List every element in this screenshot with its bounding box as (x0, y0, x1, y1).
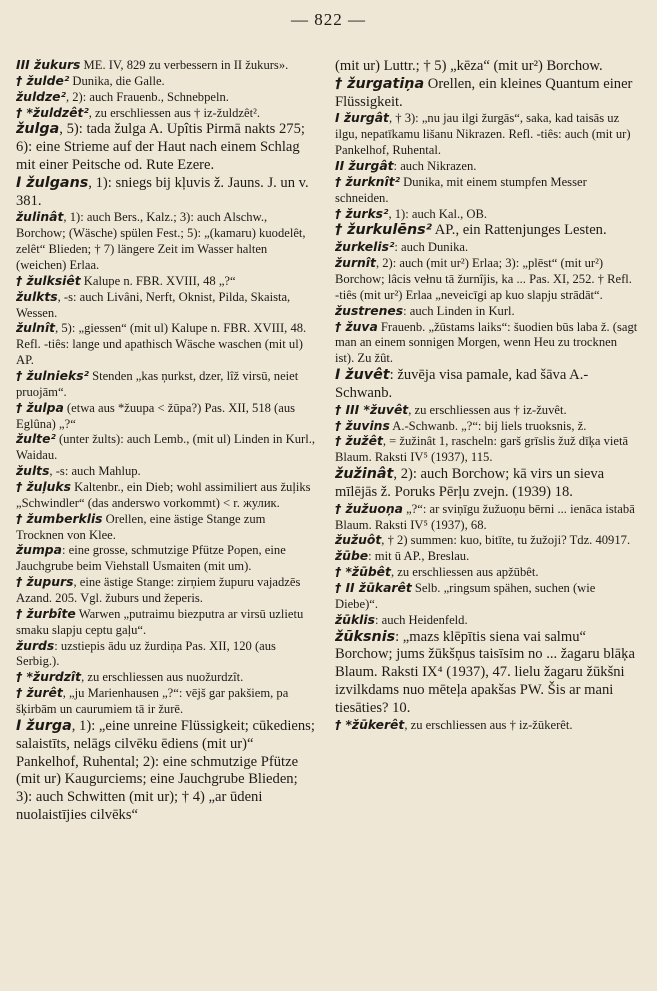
dictionary-entry (16, 58, 316, 74)
entry-definition: , = žužinât 1, rascheln: garš grīslis žuž dīķa vietā Blaum. Raksti IV⁵ (1937), 115. (335, 434, 629, 465)
entry-headword: III žukurs (16, 58, 81, 72)
dictionary-entry (335, 240, 639, 256)
dictionary-entry (335, 718, 639, 734)
entry-definition: , eine ästige Stange: zirņiem župuru vajadzēs Azand. 205. Vgl. žuburs und žeperis. (16, 575, 301, 606)
entry-headword: † III *žuvêt (335, 402, 409, 417)
entry-headword: † žužuoņa (335, 501, 403, 516)
entry-definition: , zu erschliessen aus nuožurdzît. (81, 670, 244, 685)
dictionary-entry (16, 274, 316, 290)
entry-definition: , 1): „eine unreine Flüssigkeit; cūkediens; salaistīts, nelāgs cilvēku ēdiens (mit ur)“ Pankelhof, Ruhental; 2): eine schmutzige Pfütze (mit ur) Kaugurciems; eine Jauchgrube Blieden; 3): auch Schwitten (mit ur); † 4) „ar ūdeni nuolaistījies cilvēks“ (16, 717, 315, 823)
entry-headword: † žulde² (16, 73, 70, 88)
entry-definition: (unter žults): auch Lemb., (mit ul) Linden in Kurl., Waidau. (16, 432, 315, 463)
entry-definition: : žuvēja visa pamale, kad šāva A.-Schwanb. (335, 367, 589, 401)
dictionary-entry (16, 369, 316, 401)
entry-headword: † žurks² (335, 206, 389, 221)
entry-definition: , 2): auch (mit ur²) Erlaa; 3): „plēst“ (mit ur²) Borchow; lâcis vełnu tā žurnîjis, ka ... Pas. XI, 252. † Refl. -tiês (mit ur²) Erlaa „neveicīgi ap kuo slapju strādāt“. (335, 256, 632, 302)
dictionary-entry (335, 256, 639, 304)
dictionary-entry (335, 502, 639, 534)
entry-headword: I žurgât (335, 111, 389, 126)
entry-definition: : auch Linden in Kurl. (403, 303, 515, 318)
entry-headword: žūbe (335, 549, 369, 564)
entry-headword: † žuļuks (16, 480, 71, 495)
dictionary-entry (335, 207, 639, 223)
dictionary-entry (335, 367, 639, 403)
entry-headword: † žulpa (16, 400, 64, 415)
entry-definition: : uzstiepis ādu uz žurdiņa Pas. XII, 120 (aus Serbig.). (16, 638, 276, 669)
entry-headword: † žumberklis (16, 511, 103, 526)
dictionary-entry (16, 121, 316, 174)
entry-definition: Kaltenbr., ein Dieb; wohl assimiliert aus žuļiks „Schwindler“ (das anderswo vorkommt) < r. жулик. (16, 480, 311, 510)
entry-headword: † *žūbêt (335, 565, 391, 580)
entry-headword: žužinât (335, 466, 394, 483)
entry-headword: žuldze² (16, 89, 66, 104)
entry-headword: I žuvêt (335, 367, 390, 384)
entry-definition: , -s: auch Mahlup. (49, 464, 141, 479)
entry-definition: : auch Heidenfeld. (374, 612, 468, 627)
entry-definition: , † 3): „nu jau ilgi žurgās“, saka, kad taisās uz ilgu, nepatīkamu lišanu Nikrazen. Refl. -tiês: auch (mit ur) Pankelhof, Ruhental. (335, 111, 631, 158)
dictionary-entry (16, 464, 316, 480)
entry-headword: žurnît (335, 256, 376, 271)
dictionary-entry (16, 74, 316, 90)
entry-definition: , 2): auch Borchow; kā virs un sieva mīlējās ž. Poruks Pērļu zvejn. (1939) 18. (335, 466, 605, 500)
entry-headword: I žulgans (16, 174, 89, 191)
entry-headword: žulnît (16, 321, 56, 336)
entry-definition: Dunika, die Galle. (69, 73, 165, 88)
entry-definition: , † 2) summen: kuo, bitīte, tu žužoji? Tdz. 40917. (381, 533, 631, 548)
dictionary-entry (335, 581, 639, 613)
entry-headword: žulte² (16, 432, 56, 447)
dictionary-entry (16, 686, 316, 718)
entry-headword: † žulksiêt (16, 273, 81, 288)
dictionary-entry (335, 58, 639, 76)
dictionary-entry (16, 543, 316, 575)
entry-headword: † žuvins (335, 418, 390, 433)
dictionary-entry (335, 222, 639, 240)
entry-headword: II žurgât (335, 158, 394, 173)
entry-definition: : auch Nikrazen. (393, 158, 477, 173)
entry-headword: † žužêt (335, 434, 383, 449)
entry-definition: , 2): auch Frauenb., Schnebpeln. (65, 89, 229, 104)
entry-headword: † žurknît² (335, 174, 400, 189)
dictionary-entry (335, 565, 639, 581)
entry-definition: AP., ein Rattenjunges Lesten. (431, 222, 607, 239)
dictionary-entry (16, 432, 316, 464)
dictionary-entry (16, 401, 316, 433)
dictionary-entry (16, 575, 316, 607)
dictionary-entry (335, 419, 639, 435)
entry-definition: , zu erschliessen aus † iz-žuldzêt². (88, 105, 261, 120)
entry-definition: , 1): auch Kal., OB. (388, 206, 488, 221)
dictionary-entry (335, 76, 639, 112)
entry-definition: Frauenb. „žūstams laiks“: šuodien būs laba ž. (sagt man an einem sonnigen Morgen, wenn Heu zu trocknen ist). Zu žût. (335, 319, 638, 366)
dictionary-entry (16, 639, 316, 671)
entry-definition: : mit ū AP., Breslau. (368, 549, 470, 564)
entry-headword: žults (16, 464, 50, 479)
entry-headword: † žurêt (16, 686, 63, 701)
entry-definition: ME. IV, 829 zu verbessern in II žukurs». (80, 58, 289, 72)
dictionary-entry (16, 290, 316, 322)
dictionary-entry (335, 629, 639, 718)
entry-headword: I žurga (16, 717, 72, 734)
entry-definition: (etwa aus *žuupa < žūpa?) Pas. XII, 518 (aus Eglûna) „?“ (16, 400, 296, 431)
entry-headword: žustrenes (335, 303, 404, 318)
dictionary-entry (16, 175, 316, 211)
entry-headword: žulkts (16, 289, 58, 304)
dictionary-entry (16, 670, 316, 686)
dictionary-entry (335, 159, 639, 175)
entry-headword: † žurbîte (16, 606, 76, 621)
dictionary-entry (335, 304, 639, 320)
dictionary-entry (335, 320, 639, 368)
entry-headword: žurkelis² (335, 240, 395, 255)
dictionary-entry (335, 549, 639, 565)
entry-definition: , 1): sniegs bij kļuvis ž. Jauns. J. un v. 381. (16, 174, 309, 209)
entry-headword: žumpa (16, 543, 62, 558)
dictionary-entry (16, 90, 316, 106)
entry-definition: : eine grosse, schmutzige Pfütze Popen, eine Jauchgrube beim Viehstall Usmaiten (mit um). (16, 543, 286, 574)
entry-definition: Dunika, mit einem stumpfen Messer schneiden. (335, 174, 587, 205)
entry-headword: žužuôt (335, 533, 382, 548)
dictionary-entry (16, 210, 316, 273)
entry-headword: † žulnieks² (16, 369, 89, 384)
entry-definition: Selb. „ringsum spähen, suchen (wie Diebe)“. (335, 581, 596, 611)
dictionary-entry (16, 512, 316, 544)
entry-headword: † župurs (16, 575, 74, 590)
entry-headword: † žurkulēns² (335, 222, 432, 239)
entry-definition: Orellen, ein kleines Quantum einer Flüssigkeit. (335, 75, 633, 110)
dictionary-entry (16, 607, 316, 639)
entry-definition: Stenden „kas ņurkst, dzer, lîž virsū, neiet pruojām“. (16, 369, 299, 399)
dictionary-entry (335, 613, 639, 629)
entry-definition: Orellen, eine ästige Stange zum Trocknen von Klee. (16, 511, 266, 542)
dictionary-entry (335, 175, 639, 207)
dictionary-entry (16, 480, 316, 512)
entry-headword: † žurgatiņa (335, 75, 425, 92)
page-number: — 822 — (291, 10, 366, 29)
entry-definition: (mit ur) Luttr.; † 5) „kēza“ (mit ur²) Borchow. (335, 58, 603, 74)
dictionary-entry (335, 533, 639, 549)
dictionary-entry (16, 106, 316, 122)
entry-definition: , 5): „giessen“ (mit ul) Kalupe n. FBR. XVIII, 48. Refl. -tiês: lange und apathisch Wäsche waschen (mit ul) AP. (16, 321, 307, 368)
entry-headword: žulga (16, 121, 60, 138)
entry-headword: † *žūkerêt (335, 717, 405, 732)
entry-definition: , 5): tada žulga A. Upîtis Pirmā nakts 275; 6): eine Strieme auf der Haut nach einem Schlag mit einer Peitsche od. Rute Ezere. (16, 121, 305, 174)
entry-definition: Kalupe n. FBR. XVIII, 48 „?“ (80, 273, 236, 288)
entry-headword: žulinât (16, 210, 64, 225)
dictionary-entry (335, 111, 639, 159)
entry-definition: A.-Schwanb. „?“: bij liels truoksnis, ž. (389, 418, 587, 433)
entry-definition: „?“: ar sviņīgu žužuoņu bērni ... ienāca istabā Blaum. Raksti IV⁵ (1937), 68. (335, 501, 635, 532)
entry-headword: † žuva (335, 319, 378, 334)
entry-definition: , 1): auch Bers., Kalz.; 3): auch Alschw., Borchow; (Wäsche) spülen Fest.; 5): „(kamaru) kuodelêt, zelêt“ Blieden; † 7) längere Zeit im Wasser halten (weichen) Erlaa. (16, 210, 306, 272)
entry-headword: žūksnis (335, 628, 396, 645)
dictionary-entry (16, 718, 316, 825)
entry-definition: Warwen „putraimu biezputra ar virsū uzlietu smaku slapju ceptu gaļu“. (16, 606, 304, 637)
dictionary-entry (16, 321, 316, 369)
entry-headword: žūklis (335, 612, 375, 627)
entry-definition: , zu erschliessen aus † iz-žūkerêt. (404, 717, 573, 732)
entry-definition: , zu erschliessen aus apžūbêt. (390, 565, 539, 580)
entry-definition: , „ju Marienhausen „?“: vējš gar pakšiem, pa šķirbām un caurumiem tā ir žurē. (16, 686, 289, 717)
entry-definition: : auch Dunika. (394, 240, 469, 255)
entry-definition: : „mazs klēpītis siena vai salmu“ Borchow; jums žūkšņus taisīsim no ... žagaru blāķa Blaum. Raksti IX⁴ (1937), 47. lielu žagaru žūkšni izvilkdams nuo mēteļa apakšas PW. Šis ar mani tiesāties? 10. (335, 628, 635, 716)
entry-headword: † *žurdzît (16, 670, 82, 685)
entry-definition: , -s: auch Livâni, Nerft, Oknist, Pilda, Skaista, Wessen. (16, 289, 291, 320)
entry-headword: † II žūkarêt (335, 581, 412, 595)
right-column (335, 58, 639, 733)
dictionary-entry (335, 466, 639, 502)
entry-definition: , zu erschliessen aus † iz-žuvêt. (408, 402, 567, 417)
left-column (16, 58, 316, 825)
entry-headword: † *žuldzêt² (16, 105, 89, 120)
dictionary-entry (335, 403, 639, 419)
entry-headword: žurds (16, 638, 55, 653)
dictionary-entry (335, 434, 639, 466)
